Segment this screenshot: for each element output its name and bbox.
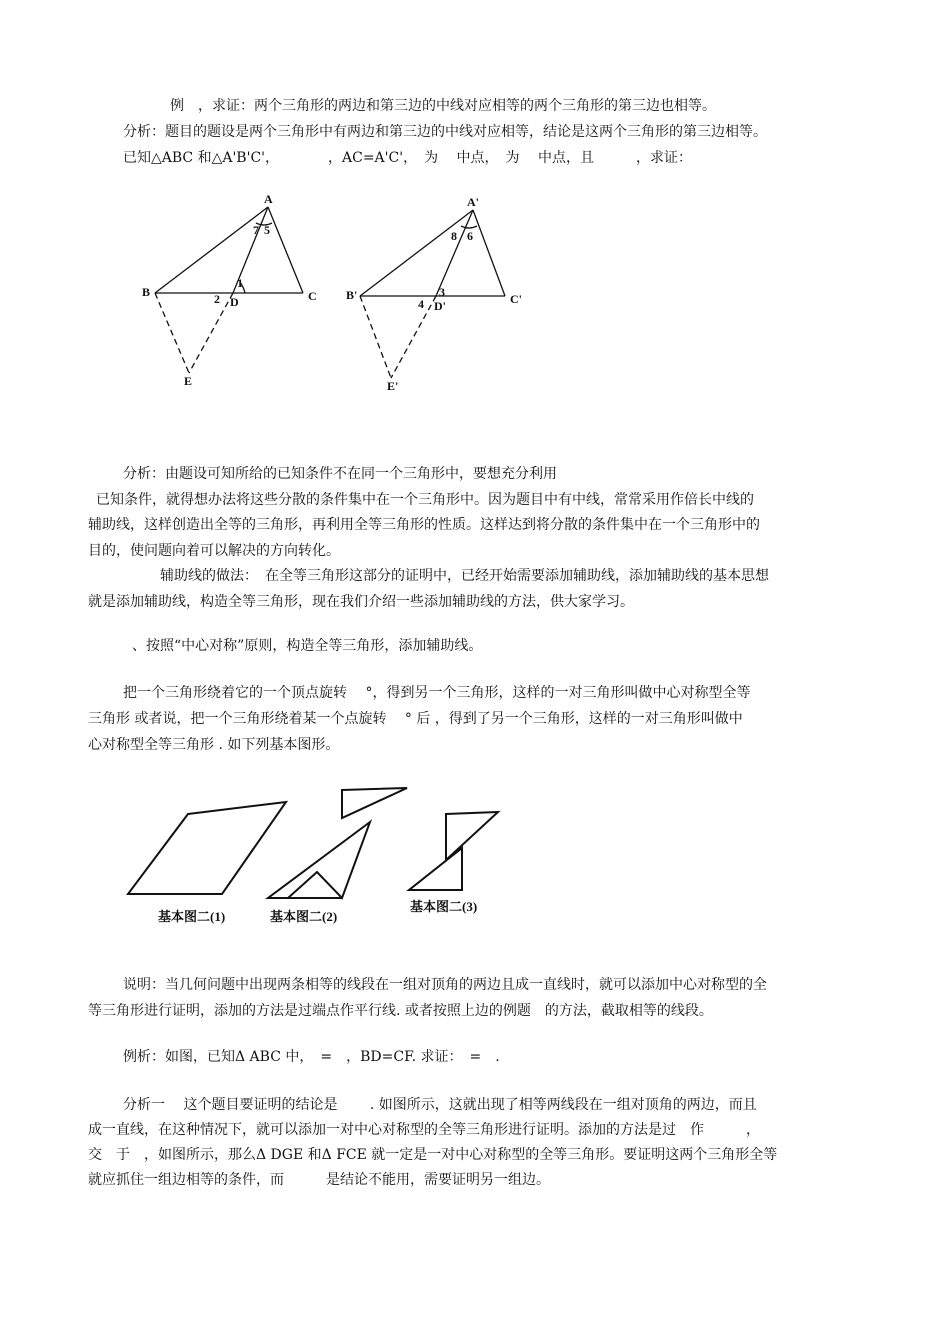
- auxiliary-method-line2: 就是添加辅助线，构造全等三角形，现在我们介绍一些添加辅助线的方法，供大家学习。: [88, 594, 634, 610]
- analysis-3-line2: 成一直线，在这种情况下，就可以添加一对中心对称型的全等三角形进行证明。添加的方法是过 作 ，: [88, 1122, 760, 1138]
- caption-fig1: 基本图二(1): [158, 909, 226, 924]
- basic-figure-2: [268, 788, 407, 898]
- label-a: A: [264, 192, 273, 206]
- extension-de: [189, 293, 233, 373]
- label-a-prime: A': [467, 195, 479, 209]
- angle-1: 1: [237, 276, 243, 290]
- label-c: C: [308, 289, 317, 303]
- given-statement: 已知△ABC 和△A'B'C'， ，AC=A'C'， 为 中点， 为 中点，且 ，求证：: [123, 150, 692, 166]
- label-d-prime: D': [434, 299, 446, 313]
- worked-example: 例析：如图，已知Δ ABC 中， = ，BD=CF. 求证： = .: [123, 1049, 500, 1065]
- label-c-prime: C': [510, 292, 522, 306]
- triangle-figure-pair: [130, 190, 550, 400]
- example-statement: 例 ，求证：两个三角形的两边和第三边的中线对应相等的两个三角形的第三边也相等。: [170, 98, 716, 114]
- label-e-prime: E': [387, 379, 399, 393]
- left-triangle-figure: [155, 207, 303, 373]
- side-ac: [268, 207, 303, 293]
- analysis-2-line4: 目的，使问题向着可以解决的方向转化。: [88, 543, 340, 559]
- extension-d-e-prime: [391, 296, 436, 378]
- side-a-c-prime: [473, 210, 505, 296]
- basic-figure-3: [409, 812, 498, 890]
- label-e: E: [184, 374, 193, 388]
- analysis-2-line1: 分析：由题设可知所给的已知条件不在同一个三角形中，要想充分利用: [123, 466, 557, 482]
- label-b: B: [142, 285, 151, 299]
- analysis-3-line3: 交 于 ，如图所示，那么Δ DGE 和Δ FCE 就一定是一对中心对称型的全等三角形。要证明这两个三角形全等: [88, 1147, 778, 1163]
- angle-2: 2: [214, 292, 220, 306]
- analysis-3-line1: 分析一 这个题目要证明的结论是 . 如图所示，这就出现了相等两线段在一组对顶角的两边，而且: [123, 1097, 757, 1113]
- analysis-2-line2: 已知条件，就得想办法将这些分散的条件集中在一个三角形中。因为题目中有中线，常常采用作倍长中线的: [96, 492, 754, 508]
- explanation-line1: 说明：当几何问题中出现两条相等的线段在一组对顶角的两边且成一直线时，就可以添加中心对称型的全: [123, 977, 767, 993]
- angle-7: 7: [253, 223, 259, 237]
- auxiliary-method-line1: 辅助线的做法： 在全等三角形这部分的证明中，已经开始需要添加辅助线，添加辅助线的基本思想: [160, 568, 769, 584]
- caption-fig2: 基本图二(2): [270, 909, 338, 924]
- analysis-2-line3: 辅助线，这样创造出全等的三角形，再利用全等三角形的性质。这样达到将分散的条件集中在一个三角形中的: [88, 517, 760, 533]
- angle-3: 3: [439, 285, 445, 299]
- angle-4: 4: [418, 297, 424, 311]
- label-d: D: [230, 295, 239, 309]
- median-a-d-prime: [436, 210, 473, 296]
- basic-figures: [120, 780, 520, 930]
- rotation-desc-line1: 把一个三角形绕着它的一个顶点旋转 °，得到另一个三角形，这样的一对三角形叫做中心对称型全等: [123, 685, 751, 701]
- label-b-prime: B': [346, 288, 358, 302]
- side-a-b-prime: [360, 210, 473, 296]
- rotation-desc-line2: 三角形 或者说，把一个三角形绕着某一个点旋转 ° 后 ，得到了另一个三角形，这样的一对三角形叫做中: [88, 711, 743, 727]
- rotation-desc-line3: 心对称型全等三角形 . 如下列基本图形。: [88, 737, 340, 753]
- angle-8: 8: [451, 229, 457, 243]
- basic-figure-1: [128, 802, 286, 894]
- caption-fig3: 基本图二(3): [410, 899, 478, 914]
- analysis-3-line4: 就应抓住一组边相等的条件，而 是结论不能用，需要证明另一组边。: [88, 1172, 550, 1188]
- segment-be: [155, 293, 189, 373]
- angle-6: 6: [467, 229, 473, 243]
- analysis-1: 分析：题目的题设是两个三角形中有两边和第三边的中线对应相等，结论是这两个三角形的第三边相等。: [123, 124, 767, 140]
- right-triangle-figure: [360, 210, 505, 378]
- segment-b-e-prime: [360, 296, 391, 378]
- explanation-line2: 等三角形进行证明，添加的方法是过端点作平行线. 或者按照上边的例题 的方法，截取相等的线段。: [88, 1003, 713, 1019]
- section-heading: 、按照“中心对称”原则，构造全等三角形，添加辅助线。: [132, 638, 483, 654]
- angle-5: 5: [264, 223, 270, 237]
